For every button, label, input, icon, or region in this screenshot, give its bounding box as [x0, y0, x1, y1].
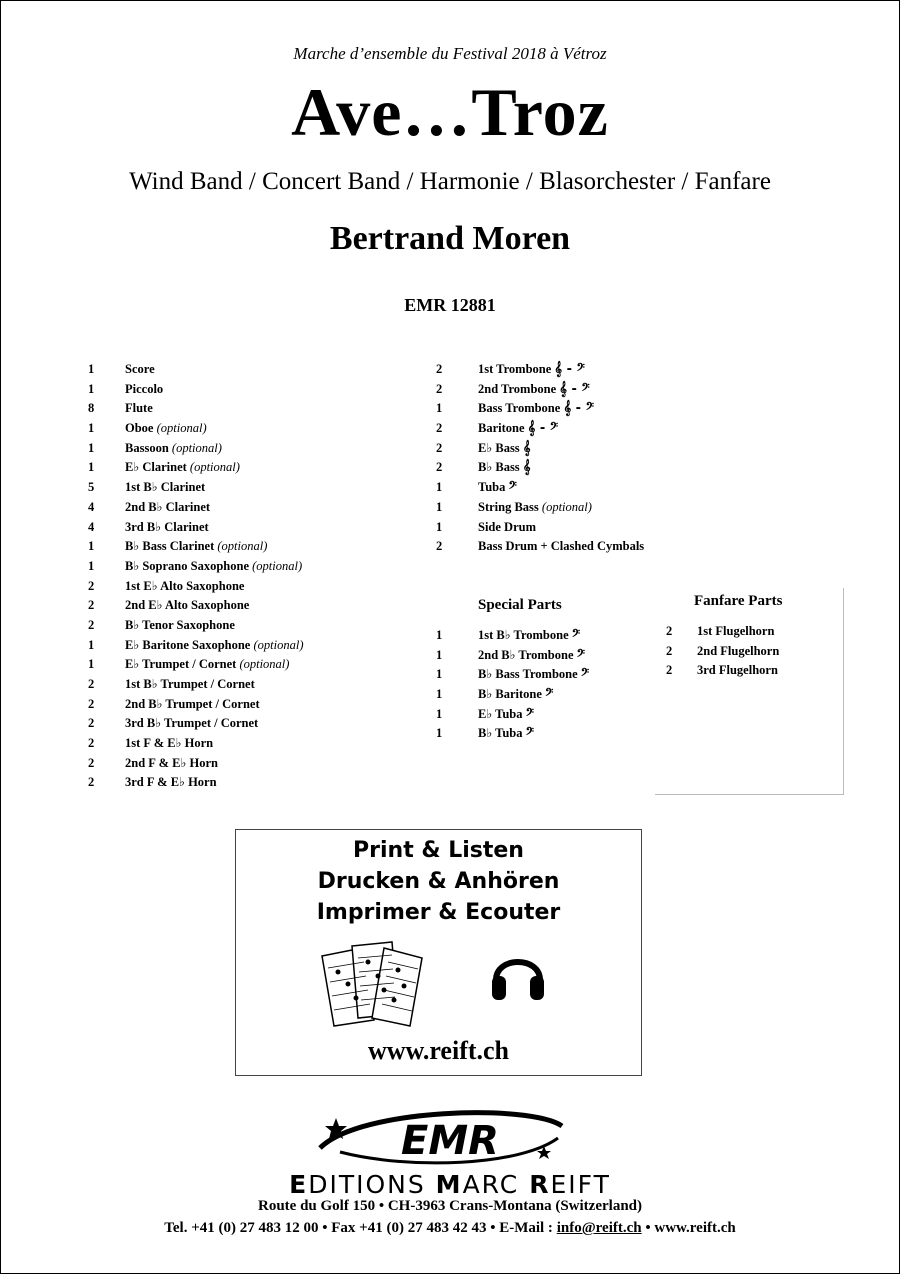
part-name: 2nd B♭ Clarinet [125, 499, 211, 514]
part-quantity: 1 [88, 558, 95, 573]
part-name: B♭ Tenor Saxophone [125, 617, 235, 632]
part-quantity: 2 [88, 696, 95, 711]
part-name: 2nd Flugelhorn [697, 643, 780, 658]
optional-note: (optional) [253, 637, 304, 652]
logo-text: EMR [401, 1118, 499, 1164]
clef-icon: 𝄢 [545, 687, 554, 703]
part-name: 3rd B♭ Clarinet [125, 519, 209, 534]
part-row [436, 439, 716, 459]
page-title: Ave…Troz [291, 74, 609, 150]
part-quantity: 8 [88, 401, 95, 416]
part-row [436, 458, 716, 478]
contact-website: • www.reift.ch [641, 1220, 736, 1236]
part-row [436, 665, 656, 685]
part-name: B♭ Bass Clarinet [125, 539, 215, 554]
part-row [436, 478, 716, 498]
part-row [88, 419, 418, 439]
part-name: E♭ Clarinet [125, 460, 187, 475]
part-quantity: 2 [88, 617, 95, 632]
part-quantity: 2 [436, 460, 443, 475]
headphones-icon [486, 942, 550, 1006]
part-name: E♭ Baritone Saxophone [125, 637, 251, 652]
part-quantity: 1 [436, 647, 443, 662]
publisher-name-arc: ARC [462, 1170, 530, 1199]
clef-icon: 𝄢 [571, 628, 581, 643]
part-name: 2nd Trombone [478, 381, 557, 396]
part-name: 1st B♭ Trombone [478, 628, 569, 642]
clef-icon: 𝄞 - 𝄢 [559, 381, 590, 397]
part-name: 3rd B♭ Trumpet / Cornet [125, 716, 259, 731]
part-quantity: 1 [88, 440, 95, 455]
part-quantity: 1 [436, 499, 443, 514]
part-row [88, 537, 418, 557]
part-quantity: 2 [436, 381, 443, 396]
optional-note: (optional) [217, 539, 268, 554]
part-row [88, 596, 418, 616]
ensemble-line: Wind Band / Concert Band / Harmonie / Blasorchester / Fanfare [129, 168, 771, 195]
part-name-cell [125, 695, 260, 715]
part-name-cell [125, 754, 218, 774]
part-quantity: 2 [88, 578, 95, 593]
part-name: 2nd B♭ Trumpet / Cornet [125, 696, 260, 711]
part-name-cell [125, 675, 255, 695]
part-row [88, 360, 418, 380]
part-row [88, 399, 418, 419]
part-name-cell [125, 498, 210, 518]
part-quantity: 1 [436, 687, 443, 702]
part-quantity: 1 [436, 628, 443, 642]
part-name-cell [697, 642, 779, 662]
optional-note: (optional) [156, 421, 207, 436]
part-row [88, 636, 418, 656]
part-row [88, 616, 418, 636]
part-quantity: 1 [436, 706, 443, 721]
part-row [436, 685, 656, 705]
part-name-cell [125, 537, 267, 557]
part-name-cell [125, 596, 249, 616]
part-name-cell [478, 646, 585, 666]
part-name-cell [125, 419, 207, 439]
publisher-name-eift: EIFT [550, 1170, 611, 1199]
optional-note: (optional) [189, 460, 240, 475]
part-name-cell [478, 498, 592, 518]
clef-icon: 𝄞 - 𝄢 [527, 421, 559, 437]
part-name: 1st B♭ Trumpet / Cornet [125, 677, 255, 691]
part-quantity: 1 [88, 637, 95, 652]
part-row [436, 705, 656, 725]
part-name-cell [478, 458, 531, 478]
part-row [666, 642, 846, 662]
clef-icon: 𝄞 - 𝄢 [554, 362, 585, 377]
part-name-cell [478, 626, 580, 646]
part-quantity: 1 [436, 726, 443, 741]
part-row [666, 622, 846, 642]
subtitle: Marche d’ensemble du Festival 2018 à Vétroz [293, 44, 607, 63]
part-quantity: 2 [436, 421, 443, 436]
part-name: 1st E♭ Alto Saxophone [125, 578, 245, 593]
part-quantity: 2 [88, 755, 95, 770]
optional-note: (optional) [252, 558, 303, 573]
part-row [666, 661, 846, 681]
part-name-cell [125, 458, 240, 478]
part-row [436, 518, 716, 538]
part-name: Side Drum [478, 519, 536, 534]
part-name-cell [125, 714, 258, 734]
print-listen-box [235, 829, 642, 1076]
part-name-cell [478, 537, 644, 557]
part-quantity: 2 [666, 663, 673, 678]
parts-list-right [436, 360, 716, 557]
part-quantity: 1 [436, 667, 443, 682]
part-name-cell [125, 439, 222, 459]
part-quantity: 2 [88, 598, 95, 613]
part-name-cell [125, 734, 213, 754]
part-quantity: 1 [88, 362, 95, 376]
part-name: 1st Flugelhorn [697, 624, 775, 638]
part-quantity: 1 [88, 381, 95, 396]
part-name-cell [478, 439, 531, 459]
part-name: E♭ Bass [478, 440, 520, 455]
part-name-cell [697, 661, 778, 681]
part-name: B♭ Bass [478, 460, 520, 475]
parts-list-left [88, 360, 418, 793]
part-row [88, 714, 418, 734]
part-name: B♭ Bass Trombone [478, 667, 578, 682]
part-quantity: 2 [88, 677, 95, 691]
part-row [88, 655, 418, 675]
part-row [88, 734, 418, 754]
composer-name: Bertrand Moren [329, 220, 571, 257]
part-quantity: 5 [88, 480, 95, 495]
clef-icon: 𝄞 [522, 460, 531, 476]
clef-icon: 𝄞 - 𝄢 [563, 401, 594, 417]
fanfare-parts-list [666, 622, 846, 681]
part-quantity: 2 [88, 716, 95, 731]
part-row [436, 498, 716, 518]
part-name: Baritone [478, 421, 525, 436]
part-row [436, 360, 716, 380]
part-name-cell [125, 616, 235, 636]
optional-note: (optional) [171, 440, 222, 455]
part-name: 3rd F & E♭ Horn [125, 775, 217, 790]
part-name: Score [125, 362, 155, 376]
part-name-cell [125, 557, 302, 577]
part-name-cell [478, 705, 534, 725]
part-row [88, 498, 418, 518]
part-name-cell [125, 577, 244, 597]
part-name-cell [478, 399, 594, 419]
part-name: E♭ Trumpet / Cornet [125, 657, 237, 672]
part-name-cell [478, 419, 558, 439]
part-row [436, 724, 656, 744]
part-quantity: 1 [88, 657, 95, 672]
part-quantity: 1 [88, 460, 95, 475]
part-name: 1st B♭ Clarinet [125, 480, 206, 495]
part-name: Bass Drum + Clashed Cymbals [478, 539, 645, 554]
catalog-number: EMR 12881 [404, 295, 496, 315]
part-name: Piccolo [125, 381, 164, 396]
part-name-cell [478, 665, 589, 685]
part-name-cell [697, 622, 774, 642]
part-row [88, 557, 418, 577]
part-row [88, 695, 418, 715]
part-row [436, 380, 716, 400]
part-name-cell [125, 380, 163, 400]
part-name-cell [125, 478, 205, 498]
part-quantity: 1 [436, 480, 443, 495]
part-name-cell [478, 724, 534, 744]
part-name: E♭ Tuba [478, 706, 523, 721]
publisher-name [0, 1170, 900, 1199]
part-row [436, 537, 716, 557]
part-name-cell [478, 360, 585, 380]
part-name-cell [125, 773, 217, 793]
part-name: 2nd F & E♭ Horn [125, 755, 218, 770]
part-quantity: 1 [88, 421, 95, 436]
part-name: Bass Trombone [478, 401, 561, 416]
publisher-name-r: R [529, 1170, 551, 1199]
part-name: 3rd Flugelhorn [697, 663, 778, 678]
part-quantity: 4 [88, 519, 95, 534]
part-name-cell [478, 685, 553, 705]
publisher-name-ditions: DITIONS [308, 1170, 436, 1199]
promo-line-en: Print & Listen [353, 838, 524, 863]
part-quantity: 1 [436, 401, 443, 416]
part-name-cell [478, 518, 536, 538]
part-name: String Bass [478, 499, 539, 514]
part-row [436, 626, 656, 646]
part-row [436, 399, 716, 419]
part-name-cell [125, 360, 155, 380]
email-link[interactable]: info@reift.ch [556, 1220, 642, 1236]
part-quantity: 1 [88, 539, 95, 554]
part-name: B♭ Baritone [478, 687, 542, 702]
contact-phone-fax: Tel. +41 (0) 27 483 12 00 • Fax +41 (0) 27 483 42 43 • E-Mail : [164, 1220, 557, 1236]
optional-note: (optional) [541, 499, 592, 514]
sheet-music-icon [318, 938, 428, 1028]
part-name: 1st F & E♭ Horn [125, 736, 214, 751]
part-name-cell [478, 478, 517, 498]
part-row [88, 675, 418, 695]
part-row [436, 419, 716, 439]
special-parts-heading: Special Parts [478, 597, 562, 613]
part-quantity: 2 [88, 775, 95, 790]
website-url: www.reift.ch [367, 1036, 510, 1065]
clef-icon: 𝄢 [525, 726, 534, 742]
part-name: Flute [125, 401, 153, 416]
part-name: Oboe [125, 421, 154, 436]
part-name: Bassoon [125, 440, 169, 455]
part-row [88, 478, 418, 498]
part-quantity: 2 [88, 736, 95, 751]
part-row [88, 754, 418, 774]
part-quantity: 1 [436, 519, 443, 534]
part-row [436, 646, 656, 666]
clef-icon: 𝄢 [508, 480, 517, 496]
publisher-address: Route du Golf 150 • CH-3963 Crans-Montana (Switzerland) [258, 1198, 642, 1214]
clef-icon: 𝄢 [580, 667, 590, 683]
publisher-name-e: E [289, 1170, 309, 1199]
part-row [88, 439, 418, 459]
promo-line-fr: Imprimer & Ecouter [316, 900, 561, 925]
part-name-cell [125, 655, 289, 675]
part-row [88, 577, 418, 597]
special-parts-list [436, 626, 656, 744]
part-name-cell [125, 399, 153, 419]
clef-icon: 𝄞 [522, 440, 531, 456]
fanfare-parts-heading: Fanfare Parts [694, 593, 783, 609]
part-quantity: 2 [436, 539, 443, 554]
part-name-cell [125, 636, 304, 656]
emr-logo [300, 1108, 600, 1168]
part-quantity: 2 [666, 643, 673, 658]
part-name: B♭ Soprano Saxophone [125, 558, 249, 573]
part-name: Tuba [478, 480, 506, 495]
publisher-contact [0, 1220, 900, 1237]
part-row [88, 518, 418, 538]
part-name: 2nd B♭ Trombone [478, 647, 574, 662]
part-name-cell [478, 380, 590, 400]
part-row [88, 458, 418, 478]
clef-icon: 𝄢 [576, 647, 585, 663]
part-quantity: 2 [666, 624, 673, 638]
part-name-cell [125, 518, 209, 538]
part-name: B♭ Tuba [478, 726, 523, 741]
part-quantity: 2 [436, 362, 443, 376]
part-quantity: 4 [88, 499, 95, 514]
part-name: 1st Trombone [478, 362, 552, 376]
part-quantity: 2 [436, 440, 443, 455]
part-row [88, 380, 418, 400]
promo-line-de: Drucken & Anhören [317, 869, 560, 894]
clef-icon: 𝄢 [525, 706, 534, 722]
fanfare-divider-horizontal [655, 794, 844, 795]
publisher-name-m: M [435, 1170, 463, 1199]
optional-note: (optional) [239, 657, 290, 672]
part-name: 2nd E♭ Alto Saxophone [125, 598, 250, 613]
part-row [88, 773, 418, 793]
fanfare-divider-vertical [843, 588, 844, 794]
